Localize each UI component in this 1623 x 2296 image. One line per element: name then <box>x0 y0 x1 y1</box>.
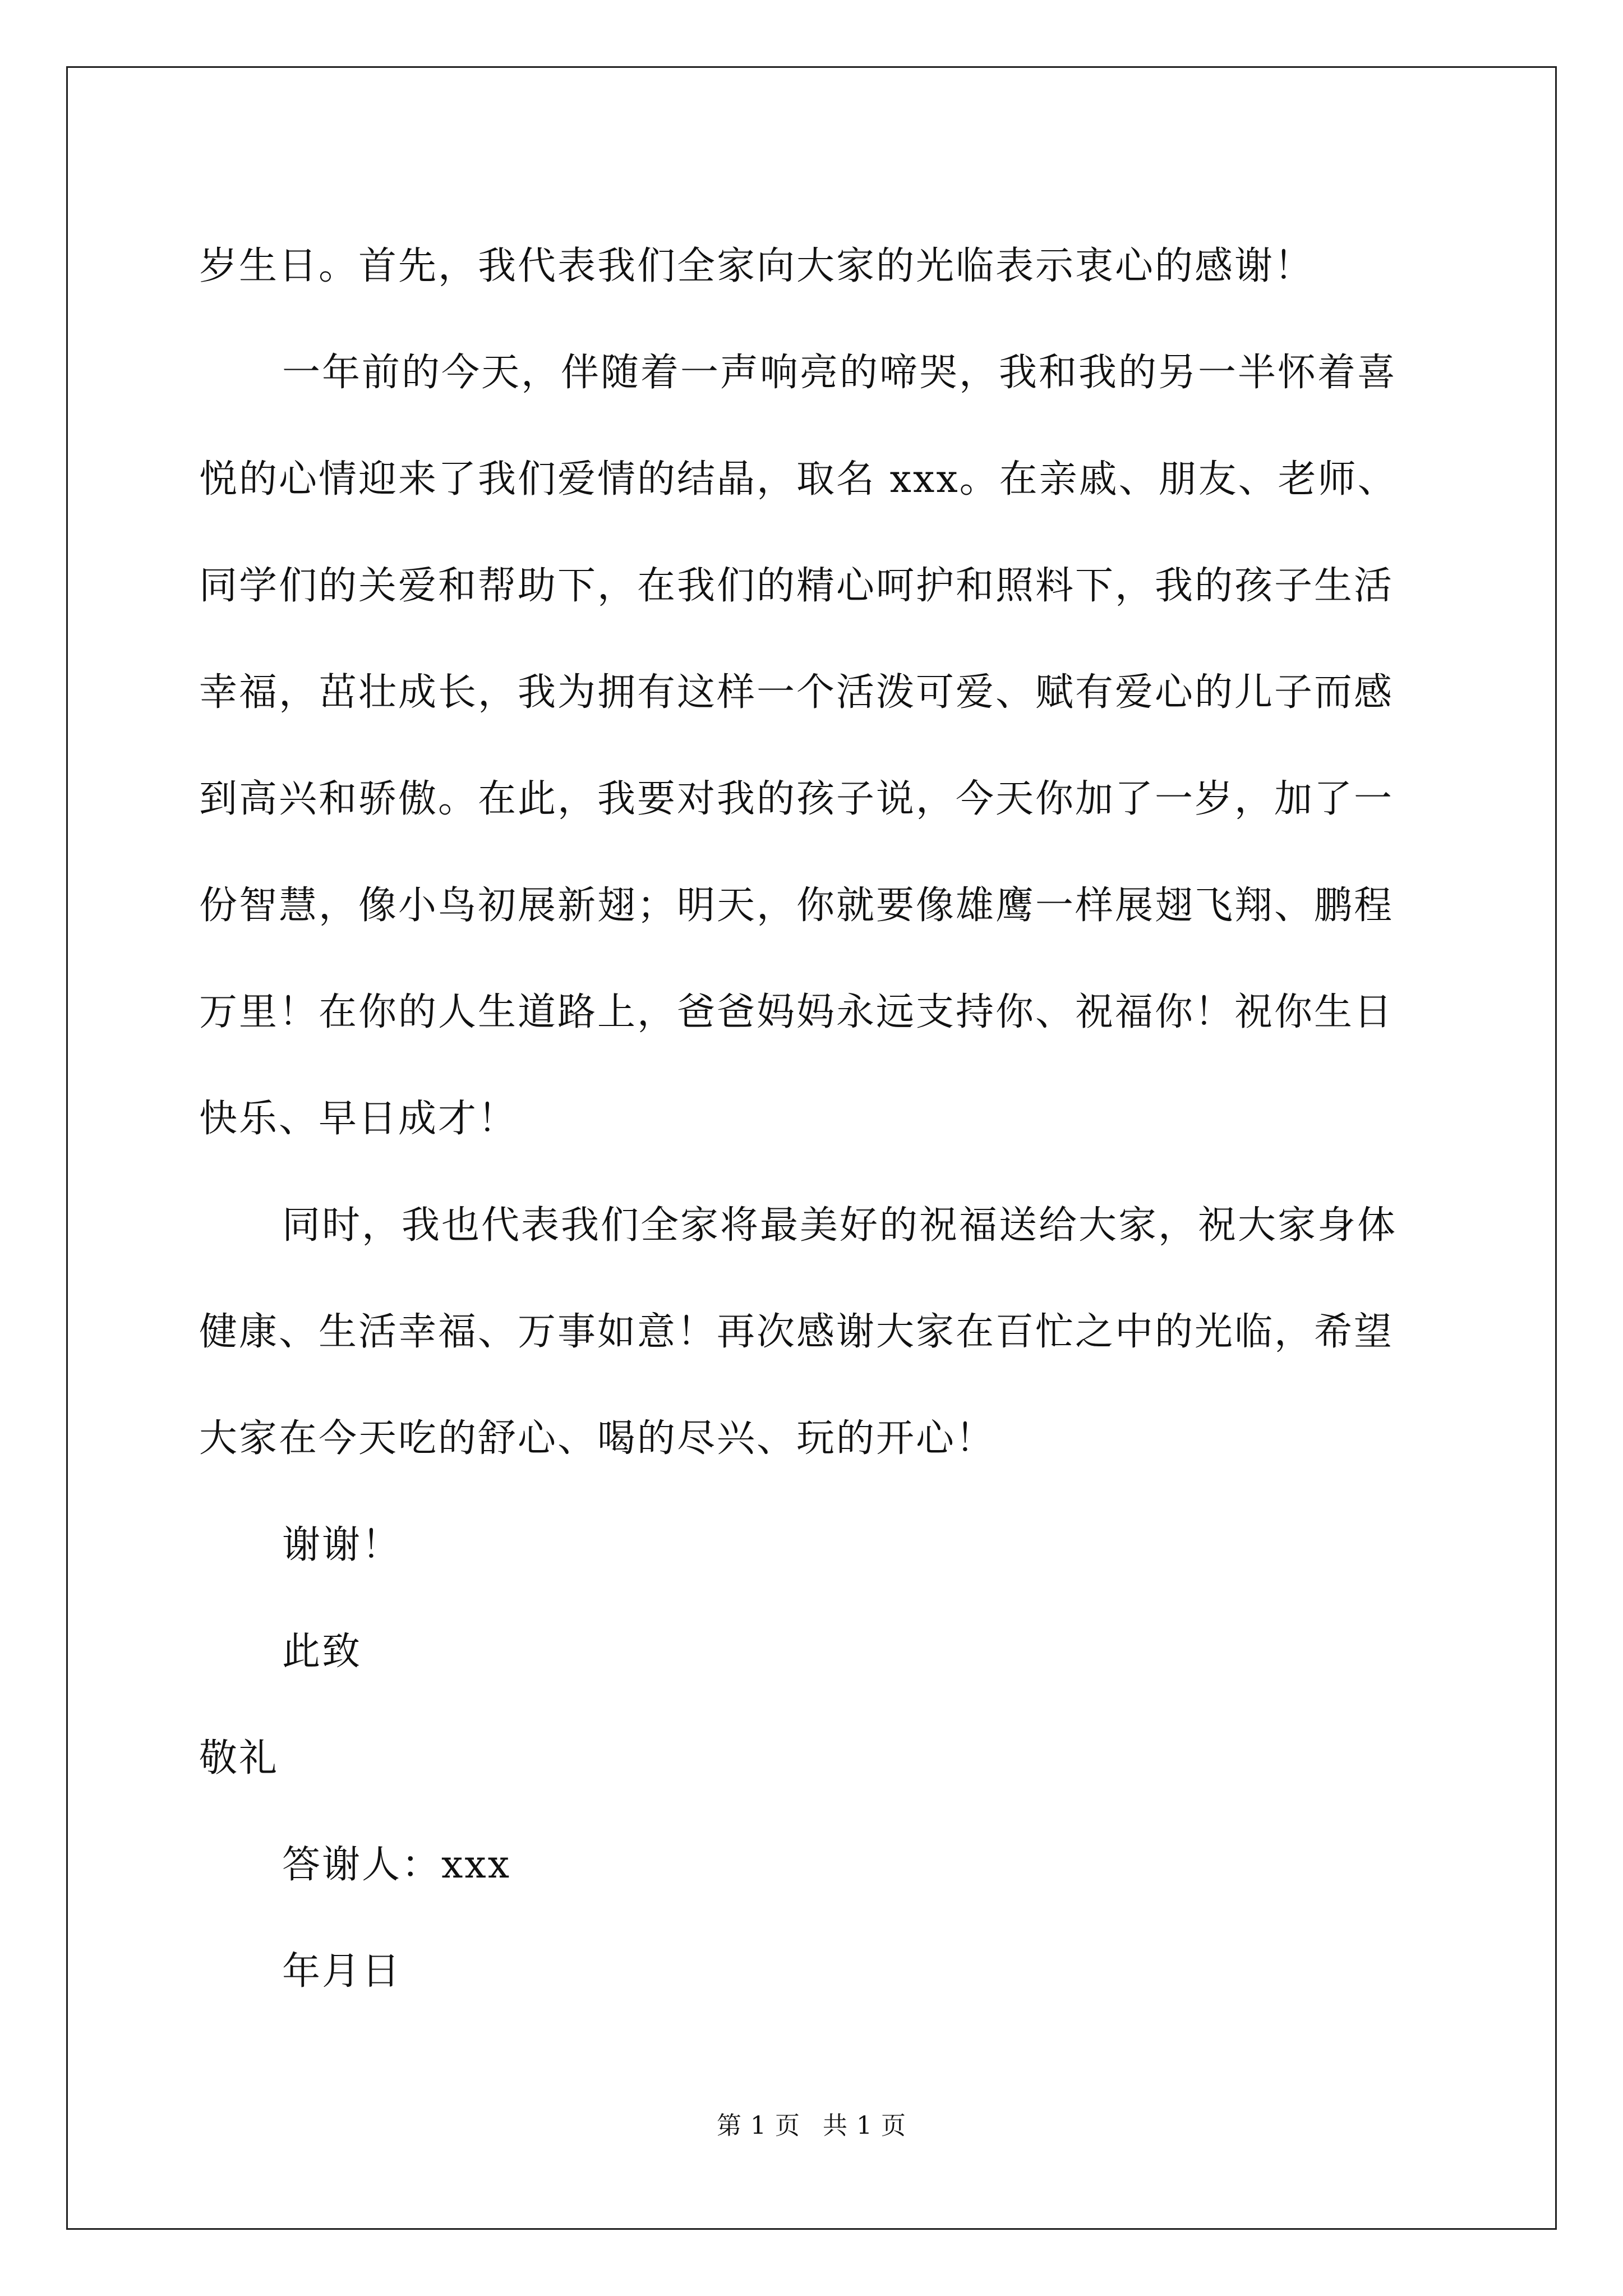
text-block <box>199 213 1427 2025</box>
text-line: 同时，我也代表我们全家将最美好的祝福送给大家，祝大家身体 <box>282 1203 1398 1248</box>
page-number: 第 1 页 <box>717 2111 800 2140</box>
closing-line: 此致 <box>282 1630 362 1674</box>
signature-line: 答谢人：xxx <box>282 1843 511 1887</box>
text-line: 快乐、早日成才！ <box>199 1097 518 1141</box>
text-line: 悦的心情迎来了我们爱情的结晶，取名 xxx。在亲戚、朋友、老师、 <box>199 457 1398 501</box>
text-line: 一年前的今天，伴随着一声响亮的啼哭，我和我的另一半怀着喜 <box>282 351 1398 395</box>
text-line: 大家在今天吃的舒心、喝的尽兴、玩的开心！ <box>199 1416 996 1461</box>
text-line: 幸福，茁壮成长，我为拥有这样一个活泼可爱、赋有爱心的儿子而感 <box>199 670 1394 715</box>
thanks-line: 谢谢！ <box>282 1523 402 1567</box>
document-body <box>199 213 1427 2025</box>
page-footer <box>0 2109 1623 2143</box>
text-line: 份智慧，像小鸟初展新翅；明天，你就要像雄鹰一样展翅飞翔、鹏程 <box>199 884 1394 928</box>
text-line: 万里！在你的人生道路上，爸爸妈妈永远支持你、祝福你！祝你生日 <box>199 990 1394 1034</box>
text-line: 到高兴和骄傲。在此，我要对我的孩子说，今天你加了一岁，加了一 <box>199 777 1394 821</box>
date-line: 年月日 <box>282 1949 402 1994</box>
text-line: 健康、生活幸福、万事如意！再次感谢大家在百忙之中的光临，希望 <box>199 1310 1394 1354</box>
page-total: 共 1 页 <box>823 2111 906 2140</box>
text-line: 同学们的关爱和帮助下，在我们的精心呵护和照料下，我的孩子生活 <box>199 564 1394 608</box>
text-line: 岁生日。首先，我代表我们全家向大家的光临表示衷心的感谢！ <box>199 244 1315 288</box>
salutation-line: 敬礼 <box>199 1736 279 1780</box>
